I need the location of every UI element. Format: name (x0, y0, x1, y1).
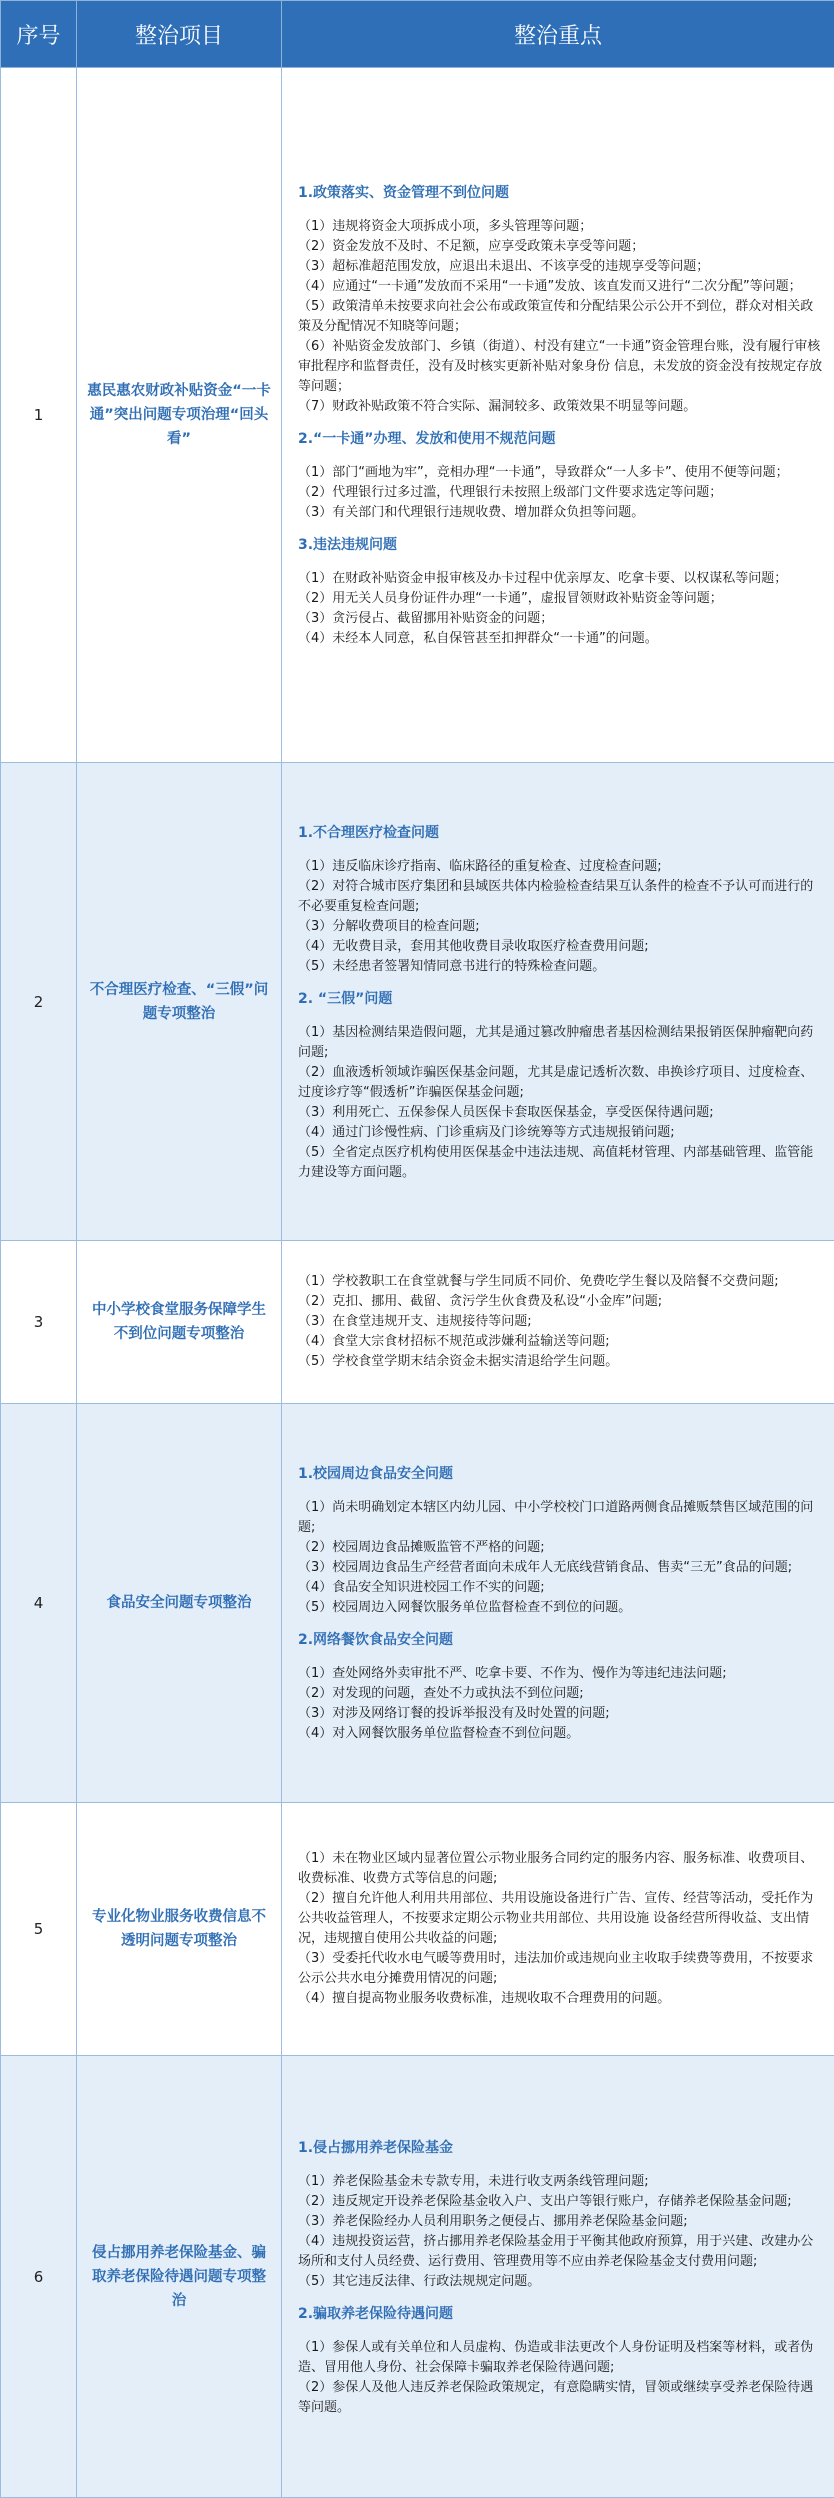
table-header-row (1, 1, 834, 68)
focus-point: （4）通过门诊慢性病、门诊重病及门诊统筹等方式违规报销问题; (298, 1123, 824, 1143)
focus-point: （3）受委托代收水电气暖等费用时，违法加价或违规向业主收取手续费等费用，不按要求公示公共水电分摊费用情况的问题; (298, 1949, 824, 1989)
focus-section-title: 1.不合理医疗检查问题 (298, 823, 824, 843)
focus-section (298, 2304, 824, 2418)
focus-section-title: 2.骗取养老保险待遇问题 (298, 2304, 824, 2324)
row-serial-number: 1 (1, 68, 77, 763)
focus-section-title: 2.网络餐饮食品安全问题 (298, 1630, 824, 1650)
focus-section (298, 823, 824, 977)
focus-point: （2）对符合城市医疗集团和县域医共体内检验检查结果互认条件的检查不予认可而进行的不必要重复检查问题; (298, 877, 824, 917)
row-focus-content (282, 68, 834, 763)
focus-point: （1）违规将资金大项拆成小项，多头管理等问题； (298, 217, 824, 237)
focus-point: （3）分解收费项目的检查问题; (298, 917, 824, 937)
focus-point: （3）利用死亡、五保参保人员医保卡套取医保基金，享受医保待遇问题; (298, 1103, 824, 1123)
focus-section (298, 1849, 824, 2009)
focus-point: （1）在财政补贴资金申报审核及办卡过程中优亲厚友、吃拿卡要、以权谋私等问题； (298, 569, 824, 589)
focus-point: （5）政策清单未按要求向社会公布或政策宣传和分配结果公示公开不到位，群众对相关政策及分配情况不知晓等问题； (298, 297, 824, 337)
focus-point: （5）学校食堂学期末结余资金未据实清退给学生问题。 (298, 1352, 824, 1372)
focus-point: （5）其它违反法律、行政法规规定问题。 (298, 2272, 824, 2292)
focus-point: （3）校园周边食品生产经营者面向未成年人无底线营销食品、售卖“三无”食品的问题; (298, 1558, 824, 1578)
table-row (1, 763, 834, 1241)
focus-point: （2）代理银行过多过滥，代理银行未按照上级部门文件要求选定等问题； (298, 483, 824, 503)
focus-section (298, 429, 824, 523)
focus-point: （3）超标准超范围发放，应退出未退出、不该享受的违规享受等问题； (298, 257, 824, 277)
header-rectification-item: 整治项目 (77, 1, 282, 68)
row-serial-number: 3 (1, 1241, 77, 1404)
focus-point: （1）学校教职工在食堂就餐与学生同质不同价、免费吃学生餐以及陪餐不交费问题; (298, 1272, 824, 1292)
focus-point: （1）部门“画地为牢”，竞相办理“一卡通”，导致群众“一人多卡”、使用不便等问题； (298, 463, 824, 483)
focus-point: （1）违反临床诊疗指南、临床路径的重复检查、过度检查问题; (298, 857, 824, 877)
focus-point: （3）贪污侵占、截留挪用补贴资金的问题； (298, 609, 824, 629)
focus-section-title: 1.政策落实、资金管理不到位问题 (298, 183, 824, 203)
focus-section (298, 535, 824, 649)
focus-point: （4）食品安全知识进校园工作不实的问题; (298, 1578, 824, 1598)
focus-point: （6）补贴资金发放部门、乡镇（街道）、村没有建立“一卡通”资金管理台账，没有履行审核审批程序和监督责任，没有及时核实更新补贴对象身份 信息，未发放的资金没有按规定存放等问题； (298, 337, 824, 397)
focus-point: （1）尚未明确划定本辖区内幼儿园、中小学校校门口道路两侧食品摊贩禁售区域范围的问题; (298, 1498, 824, 1538)
focus-point: （3）养老保险经办人员利用职务之便侵占、挪用养老保险基金问题; (298, 2212, 824, 2232)
focus-point: （4）对入网餐饮服务单位监督检查不到位问题。 (298, 1724, 824, 1744)
focus-section (298, 1630, 824, 1744)
focus-point: （3）对涉及网络订餐的投诉举报没有及时处置的问题; (298, 1704, 824, 1724)
focus-point: （3）有关部门和代理银行违规收费、增加群众负担等问题。 (298, 503, 824, 523)
row-focus-content (282, 763, 834, 1241)
row-item-title: 惠民惠农财政补贴资金“一卡通”突出问题专项治理“回头看” (77, 68, 282, 763)
focus-point: （4）违规投资运营，挤占挪用养老保险基金用于平衡其他政府预算，用于兴建、改建办公场所和支付人员经费、运行费用、管理费用等不应由养老保险基金支付费用问题; (298, 2232, 824, 2272)
focus-point: （4）无收费目录，套用其他收费目录收取医疗检查费用问题; (298, 937, 824, 957)
focus-section-title: 3.违法违规问题 (298, 535, 824, 555)
focus-section (298, 2138, 824, 2292)
row-item-title: 侵占挪用养老保险基金、骗取养老保险待遇问题专项整治 (77, 2056, 282, 2498)
focus-section-title: 2. “三假”问题 (298, 989, 824, 1009)
focus-point: （1）养老保险基金未专款专用，未进行收支两条线管理问题; (298, 2172, 824, 2192)
focus-point: （1）参保人或有关单位和人员虚构、伪造或非法更改个人身份证明及档案等材料，或者伪造、冒用他人身份、社会保障卡骗取养老保险待遇问题; (298, 2338, 824, 2378)
table-row (1, 68, 834, 763)
focus-point: （4）食堂大宗食材招标不规范或涉嫌利益输送等问题; (298, 1332, 824, 1352)
header-rectification-focus: 整治重点 (282, 1, 834, 68)
focus-point: （5）校园周边入网餐饮服务单位监督检查不到位的问题。 (298, 1598, 824, 1618)
focus-section-title: 1.侵占挪用养老保险基金 (298, 2138, 824, 2158)
focus-point: （2）参保人及他人违反养老保险政策规定，有意隐瞒实情，冒领或继续享受养老保险待遇等问题。 (298, 2378, 824, 2418)
focus-point: （4）应通过“一卡通”发放而不采用“一卡通”发放、该直发而又进行“二次分配”等问题； (298, 277, 824, 297)
focus-point: （2）用无关人员身份证件办理“一卡通”，虚报冒领财政补贴资金等问题； (298, 589, 824, 609)
focus-section (298, 989, 824, 1183)
focus-section (298, 1272, 824, 1372)
focus-point: （2）克扣、挪用、截留、贪污学生伙食费及私设“小金库”问题; (298, 1292, 824, 1312)
focus-section (298, 183, 824, 417)
row-item-title: 专业化物业服务收费信息不透明问题专项整治 (77, 1803, 282, 2056)
row-item-title: 不合理医疗检查、“三假”问题专项整治 (77, 763, 282, 1241)
row-item-title: 中小学校食堂服务保障学生不到位问题专项整治 (77, 1241, 282, 1404)
row-serial-number: 4 (1, 1404, 77, 1803)
row-focus-content (282, 2056, 834, 2498)
table-body (1, 68, 834, 2498)
focus-point: （1）查处网络外卖审批不严、吃拿卡要、不作为、慢作为等违纪违法问题; (298, 1664, 824, 1684)
focus-point: （7）财政补贴政策不符合实际、漏洞较多、政策效果不明显等问题。 (298, 397, 824, 417)
table-row (1, 1241, 834, 1404)
table-row (1, 1404, 834, 1803)
row-item-title: 食品安全问题专项整治 (77, 1404, 282, 1803)
focus-point: （1）基因检测结果造假问题，尤其是通过篡改肿瘤患者基因检测结果报销医保肿瘤靶向药问题; (298, 1023, 824, 1063)
focus-point: （1）未在物业区域内显著位置公示物业服务合同约定的服务内容、服务标准、收费项目、收费标准、收费方式等信息的问题; (298, 1849, 824, 1889)
focus-point: （2）校园周边食品摊贩监管不严格的问题; (298, 1538, 824, 1558)
focus-point: （2）血液透析领域诈骗医保基金问题，尤其是虚记透析次数、串换诊疗项目、过度检查、过度诊疗等“假透析”诈骗医保基金问题; (298, 1063, 824, 1103)
focus-point: （3）在食堂违规开支、违规接待等问题; (298, 1312, 824, 1332)
focus-point: （2）擅自允许他人利用共用部位、共用设施设备进行广告、宣传、经营等活动，受托作为公共收益管理人，不按要求定期公示物业共用部位、共用设施 设备经营所得收益、支出情况，违规擅自使用公共收益的问题; (298, 1889, 824, 1949)
focus-point: （2）对发现的问题，查处不力或执法不到位问题; (298, 1684, 824, 1704)
focus-point: （5）全省定点医疗机构使用医保基金中违法违规、高值耗材管理、内部基础管理、监管能力建设等方面问题。 (298, 1143, 824, 1183)
focus-point: （4）未经本人同意，私自保管甚至扣押群众“一卡通”的问题。 (298, 629, 824, 649)
focus-point: （5）未经患者签署知情同意书进行的特殊检查问题。 (298, 957, 824, 977)
row-serial-number: 5 (1, 1803, 77, 2056)
focus-section-title: 1.校园周边食品安全问题 (298, 1464, 824, 1484)
focus-point: （2）资金发放不及时、不足额，应享受政策未享受等问题； (298, 237, 824, 257)
row-serial-number: 2 (1, 763, 77, 1241)
row-focus-content (282, 1241, 834, 1404)
header-serial-number: 序号 (1, 1, 77, 68)
row-focus-content (282, 1404, 834, 1803)
focus-section-title: 2.“一卡通”办理、发放和使用不规范问题 (298, 429, 824, 449)
focus-point: （4）擅自提高物业服务收费标准，违规收取不合理费用的问题。 (298, 1989, 824, 2009)
focus-section (298, 1464, 824, 1618)
focus-point: （2）违反规定开设养老保险基金收入户、支出户等银行账户，存储养老保险基金问题; (298, 2192, 824, 2212)
row-serial-number: 6 (1, 2056, 77, 2498)
row-focus-content (282, 1803, 834, 2056)
table-row (1, 1803, 834, 2056)
table-row (1, 2056, 834, 2498)
